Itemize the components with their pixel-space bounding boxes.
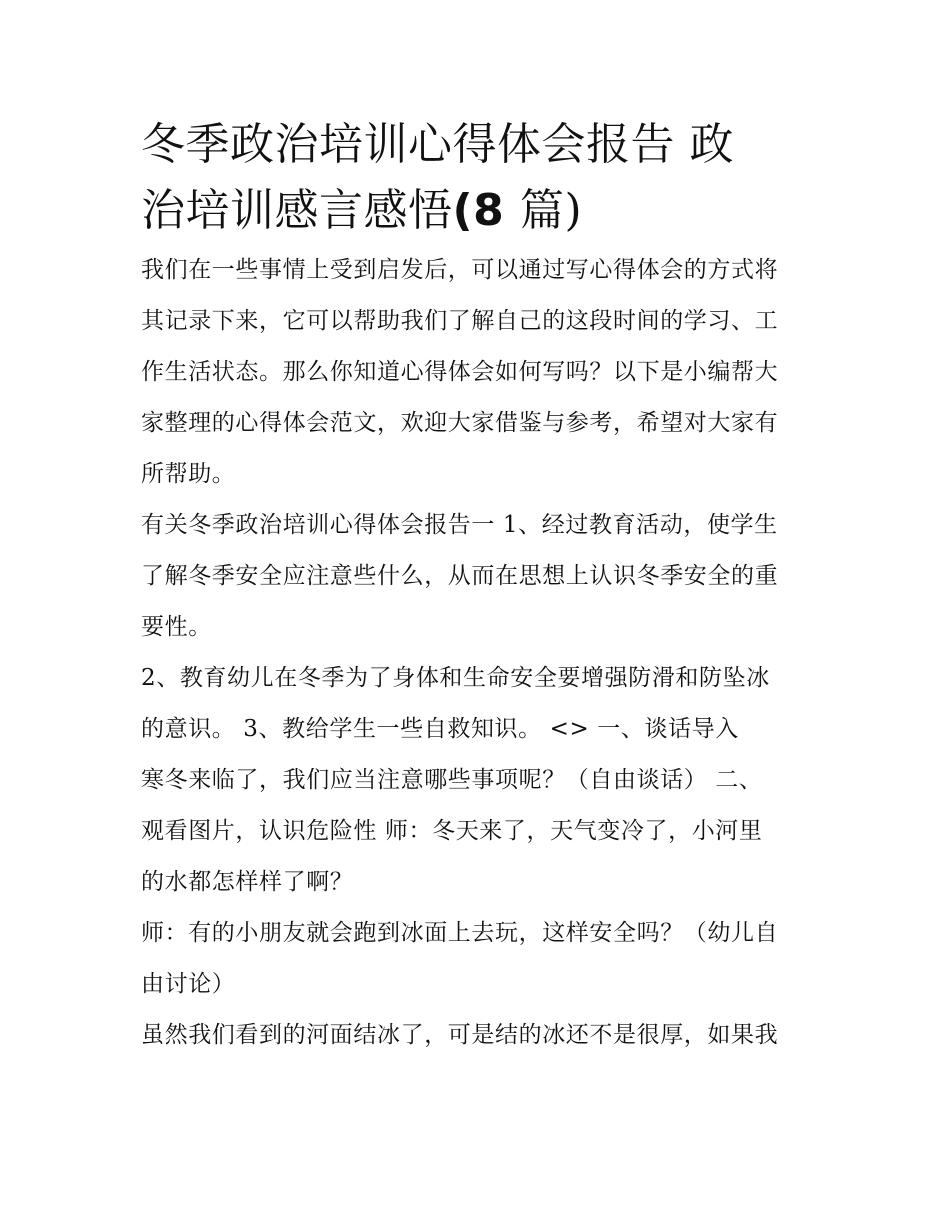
body-line: 所帮助。 xyxy=(141,461,236,487)
body-line: 家整理的心得体会范文，欢迎大家借鉴与参考，希望对大家有 xyxy=(141,410,779,436)
body-line: 的意识。 3、教给学生一些自救知识。 <> 一、谈话导入 xyxy=(141,716,739,742)
title-line-2c: 篇) xyxy=(520,185,583,236)
body-line: 我们在一些事情上受到启发后，可以通过写心得体会的方式将 xyxy=(141,257,779,283)
document-title xyxy=(141,112,821,244)
body-line: 了解冬季安全应注意些什么，从而在思想上认识冬季安全的重 xyxy=(141,563,779,589)
body-line: 观看图片，认识危险性 师：冬天来了，天气变冷了，小河里 xyxy=(141,818,763,844)
document-body xyxy=(141,258,821,1074)
title-line-1: 冬季政治培训心得体会报告 政 xyxy=(141,119,734,170)
body-line: 有关冬季政治培训心得体会报告一 1、经过教育活动，使学生 xyxy=(141,512,778,538)
body-line: 作生活状态。那么你知道心得体会如何写吗？以下是小编帮大 xyxy=(141,359,779,385)
body-line: 由讨论） xyxy=(141,971,236,997)
body-line: 的水都怎样样了啊？ xyxy=(141,869,354,895)
body-line: 要性。 xyxy=(141,614,212,640)
document-page xyxy=(141,112,821,1074)
title-line-2a: 治培训感言感悟 xyxy=(141,185,453,236)
body-line: 2、教育幼儿在冬季为了身体和生命安全要增强防滑和防坠冰 xyxy=(141,665,770,691)
body-line: 师：有的小朋友就会跑到冰面上去玩，这样安全吗？（幼儿自 xyxy=(141,920,779,946)
body-line: 虽然我们看到的河面结冰了，可是结的冰还不是很厚，如果我 xyxy=(141,1022,779,1048)
title-line-2b: (8 xyxy=(452,185,521,236)
body-line: 其记录下来，它可以帮助我们了解自己的这段时间的学习、工 xyxy=(141,308,779,334)
body-line: 寒冬来临了，我们应当注意哪些事项呢？（自由谈话） 二、 xyxy=(141,767,763,793)
